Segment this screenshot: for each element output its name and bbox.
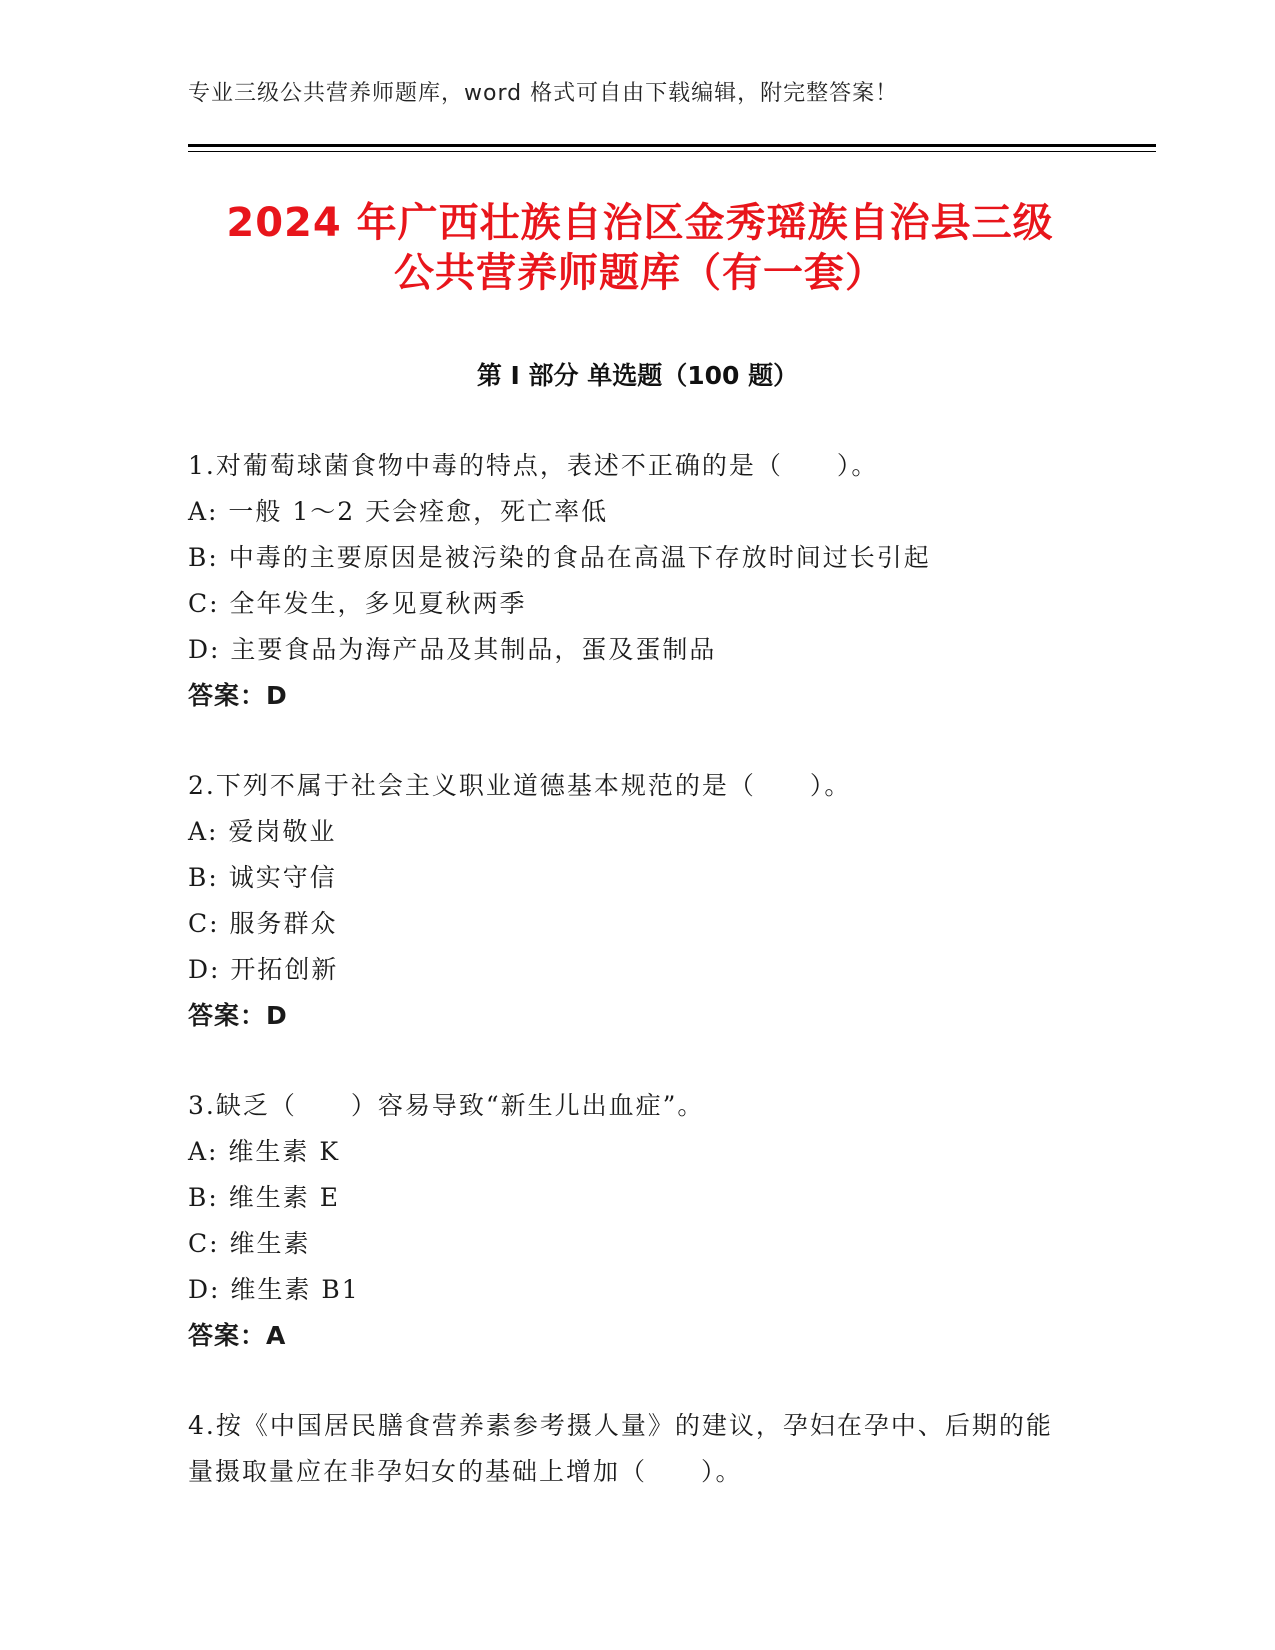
answer: 答案：A — [188, 1321, 287, 1350]
option-d: D: 开拓创新 — [188, 955, 339, 984]
option-d: D: 维生素 B1 — [188, 1275, 360, 1304]
option-c: C: 维生素 — [188, 1229, 311, 1258]
option-a: A: 爱岗敬业 — [188, 817, 337, 846]
option-b: B: 维生素 E — [188, 1183, 340, 1212]
header-rule-thick — [188, 144, 1156, 147]
option-b: B: 中毒的主要原因是被污染的食品在高温下存放时间过长引起 — [188, 543, 931, 572]
question-2 — [188, 763, 1088, 1039]
answer: 答案：D — [188, 1001, 288, 1030]
header-note: 专业三级公共营养师题库，word 格式可自由下载编辑，附完整答案！ — [188, 81, 899, 106]
document-title — [160, 198, 1120, 298]
question-stem: 2.下列不属于社会主义职业道德基本规范的是（ ）。 — [188, 771, 852, 800]
option-a: A: 一般 1～2 天会痊愈，死亡率低 — [188, 497, 609, 526]
option-a: A: 维生素 K — [188, 1137, 341, 1166]
option-c: C: 服务群众 — [188, 909, 338, 938]
question-1 — [188, 443, 1088, 719]
document-title-line2: 公共营养师题库（有一套） — [394, 250, 886, 296]
header-rule-thin — [188, 151, 1156, 152]
option-b: B: 诚实守信 — [188, 863, 337, 892]
question-4 — [188, 1403, 1068, 1495]
question-stem: 3.缺乏（ ）容易导致“新生儿出血症”。 — [188, 1091, 705, 1120]
option-c: C: 全年发生，多见夏秋两季 — [188, 589, 527, 618]
option-d: D: 主要食品为海产品及其制品，蛋及蛋制品 — [188, 635, 717, 664]
question-3 — [188, 1083, 1088, 1359]
answer: 答案：D — [188, 681, 288, 710]
document-title-line1: 2024 年广西壮族自治区金秀瑶族自治县三级 — [226, 200, 1054, 246]
question-stem: 4.按《中国居民膳食营养素参考摄人量》的建议，孕妇在孕中、后期的能量摄取量应在非孕妇女的基础上增加（ ）。 — [188, 1411, 1053, 1486]
section-heading: 第 I 部分 单选题（100 题） — [476, 361, 799, 390]
question-stem: 1.对葡萄球菌食物中毒的特点，表述不正确的是（ ）。 — [188, 451, 879, 480]
